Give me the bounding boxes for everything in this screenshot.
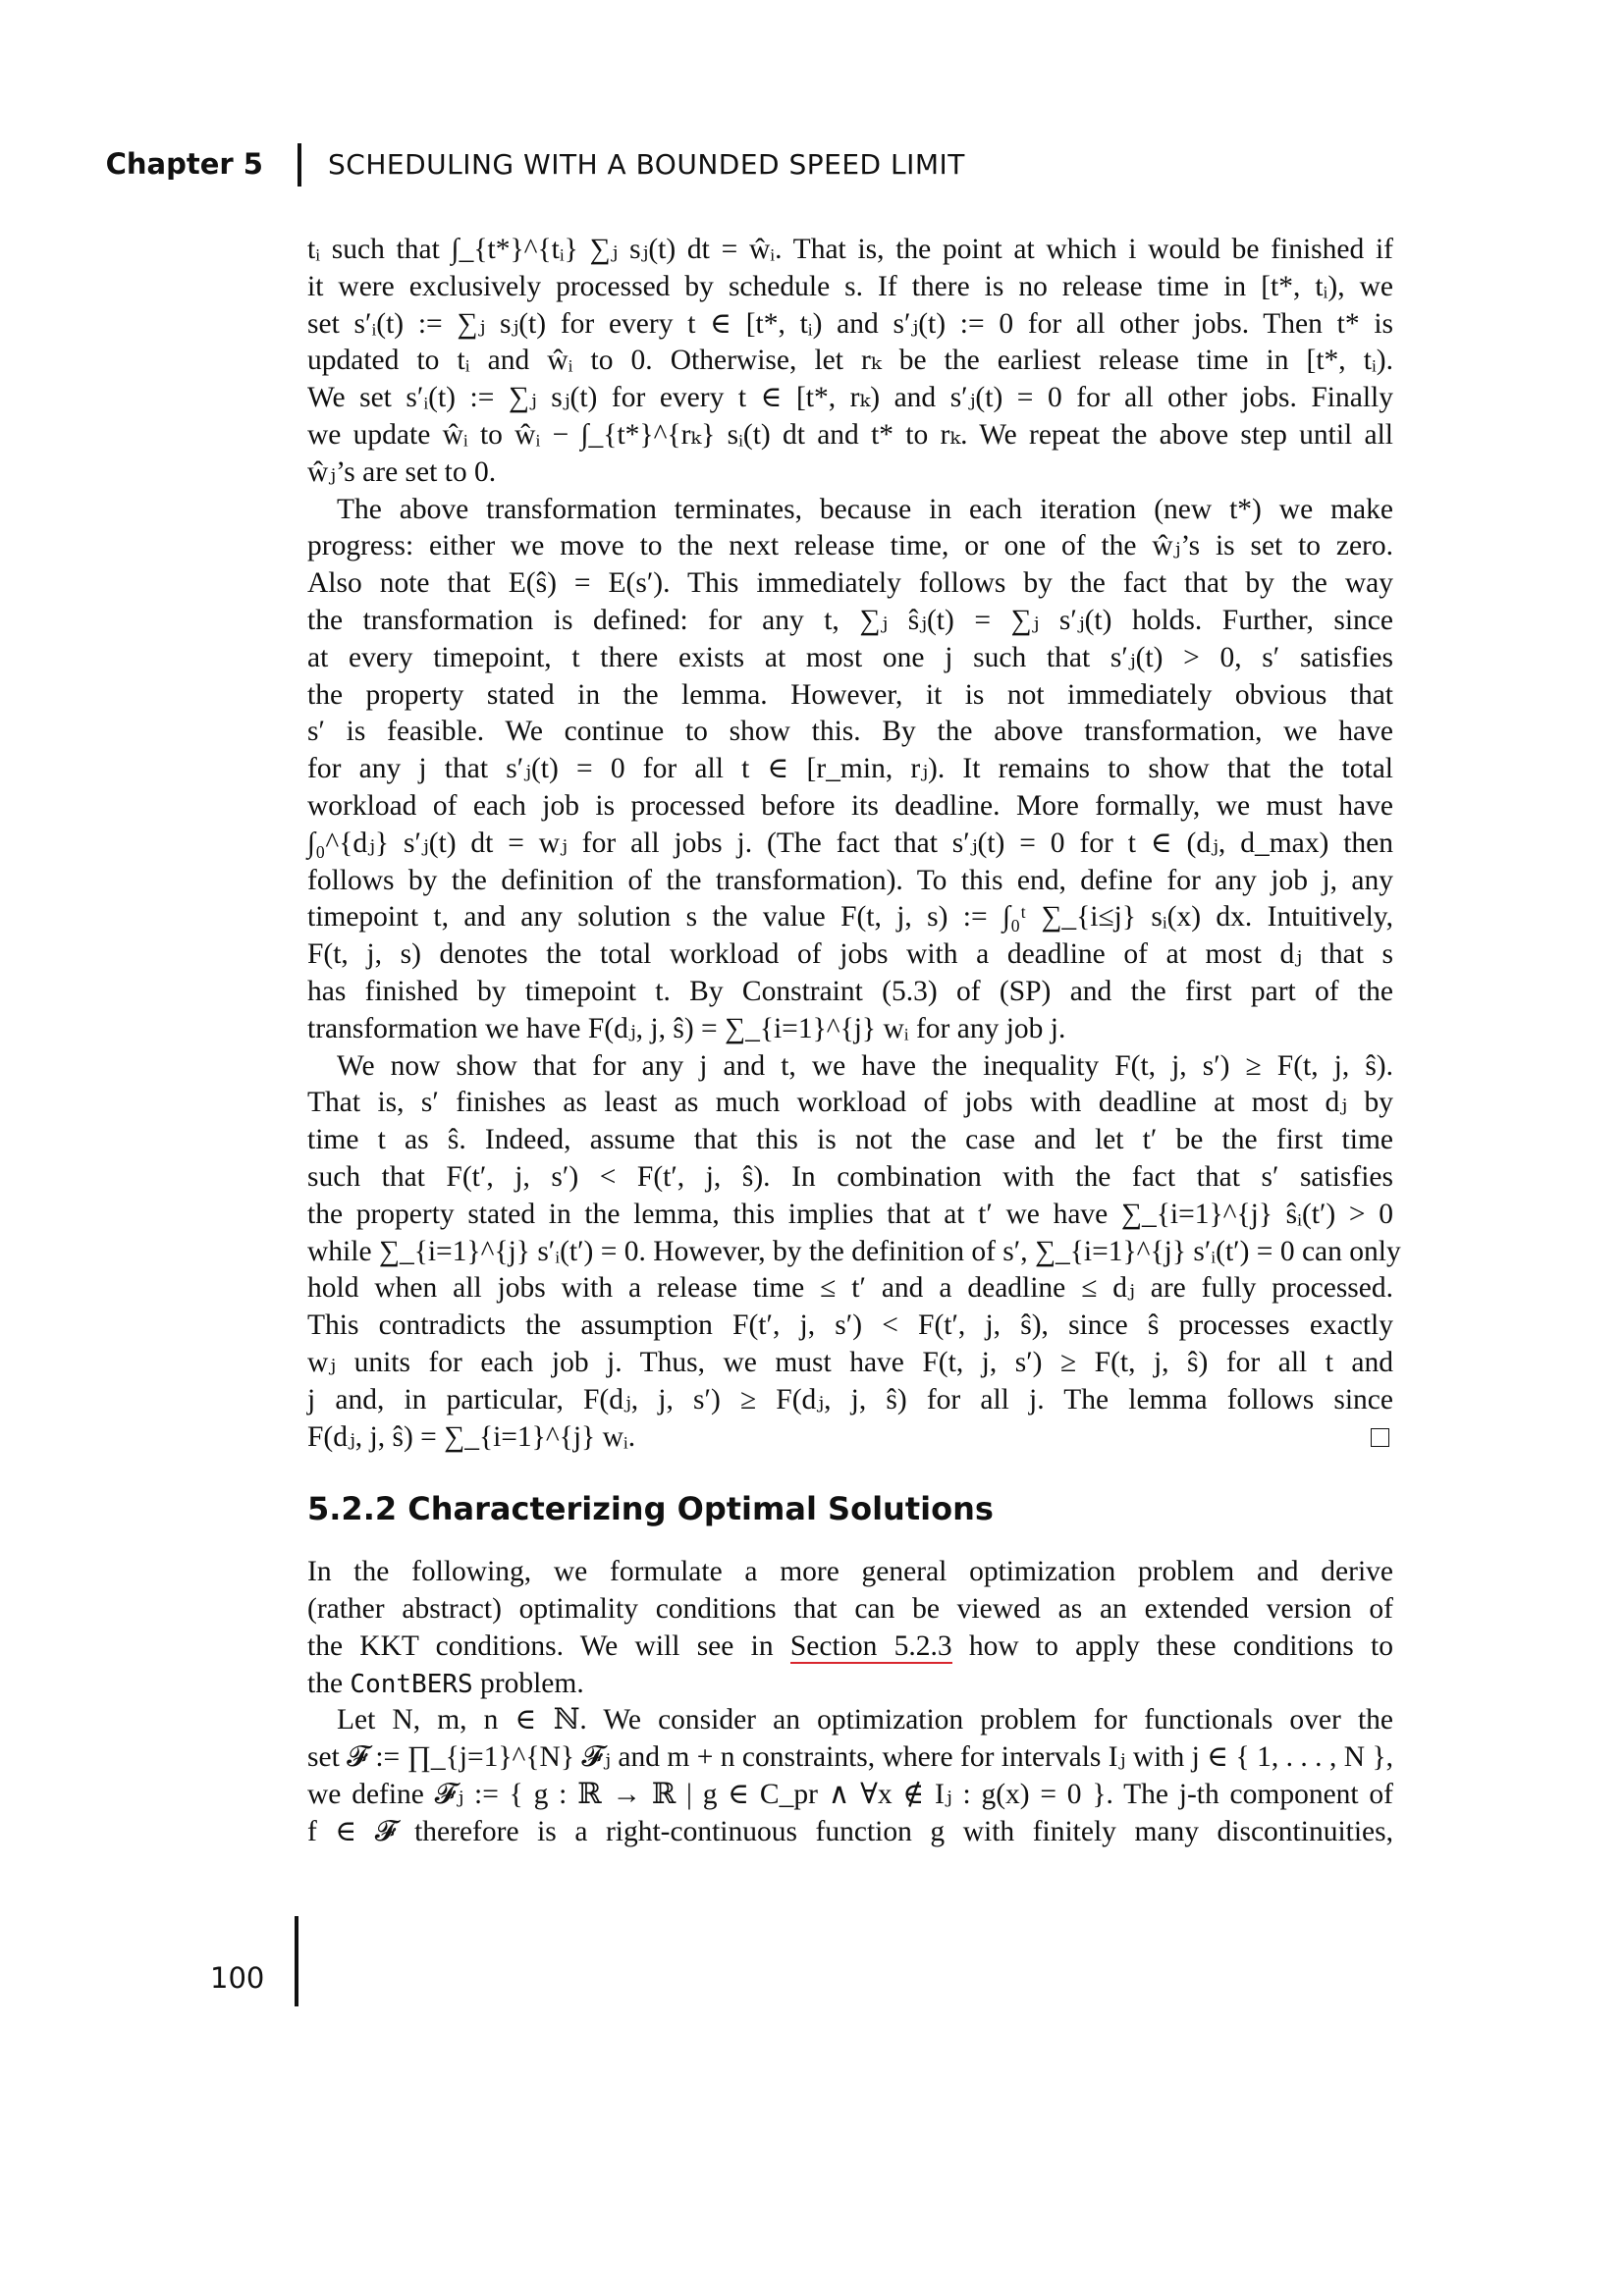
text-line: while ∑_{i=1}^{j} s′ᵢ(t′) = 0. However, by the definition of s′, ∑_{i=1}^{j} s′ᵢ(t′) = 0 can only: [307, 1235, 1401, 1267]
text-line: The above transformation terminates, because in each iteration (new t*) we make: [337, 493, 1393, 525]
text-line-with-qed: [307, 1419, 1393, 1457]
text-line: follows by the definition of the transformation). To this end, define for any job j, any: [307, 864, 1393, 896]
text-line: has finished by timepoint t. By Constraint (5.3) of (SP) and the first part of the: [307, 975, 1393, 1007]
page-number: 100: [210, 1961, 265, 1995]
section-title: Characterizing Optimal Solutions: [407, 1490, 994, 1528]
text-line: time t as ŝ. Indeed, assume that this is not the case and let t′ be the first time: [307, 1124, 1393, 1156]
header-divider: [298, 143, 301, 187]
paragraph-intro: [307, 1554, 1393, 1702]
text-line: workload of each job is processed before its deadline. More formally, we must have: [307, 789, 1393, 822]
text-line: Also note that E(ŝ) = E(s′). This immediately follows by the fact that by the way: [307, 567, 1393, 600]
chapter-title: SCHEDULING WITH A BOUNDED SPEED LIMIT: [328, 148, 965, 181]
text-line: progress: either we move to the next release time, or one of the ŵⱼ’s is set to zero.: [307, 530, 1393, 562]
text-line: ∫₀^{dⱼ} s′ⱼ(t) dt = wⱼ for all jobs j. (The fact that s′ⱼ(t) = 0 for t ∈ (dⱼ, d_max) then: [307, 827, 1393, 859]
text-line: (rather abstract) optimality conditions that can be viewed as an extended version of: [307, 1593, 1393, 1626]
chapter-label: Chapter 5: [105, 147, 263, 181]
text-segment: the KKT conditions. We will see in: [307, 1629, 790, 1662]
paragraph-definitions: [307, 1702, 1393, 1850]
text-line: Let N, m, n ∈ ℕ. We consider an optimization problem for functionals over the: [337, 1704, 1393, 1736]
text-line: we update ŵᵢ to ŵᵢ − ∫_{t*}^{rₖ} sᵢ(t) dt and t* to rₖ. We repeat the above step until all: [307, 418, 1393, 451]
qed-square-icon: [1371, 1428, 1389, 1447]
text-line: the property stated in the lemma. However, it is not immediately obvious that: [307, 678, 1393, 711]
text-line: We set s′ᵢ(t) := ∑ⱼ sⱼ(t) for every t ∈ [t*, rₖ) and s′ⱼ(t) = 0 for all other jobs. Finally: [307, 382, 1393, 414]
text-line: We now show that for any j and t, we have the inequality F(t, j, s′) ≥ F(t, j, ŝ).: [337, 1049, 1393, 1082]
paragraph-proof-construction: [307, 232, 1393, 492]
text-line: ŵⱼ’s are set to 0.: [307, 455, 497, 488]
text-segment: problem.: [472, 1667, 584, 1699]
text-line: j and, in particular, F(dⱼ, j, s′) ≥ F(dⱼ, j, ŝ) for all j. The lemma follows since: [307, 1383, 1393, 1415]
text-line: That is, s′ finishes as least as much workload of jobs with deadline at most dⱼ by: [307, 1087, 1393, 1119]
text-line: set s′ᵢ(t) := ∑ⱼ sⱼ(t) for every t ∈ [t*, tᵢ) and s′ⱼ(t) := 0 for all other jobs. Then t* is: [307, 307, 1393, 340]
text-line: hold when all jobs with a release time ≤ t′ and a deadline ≤ dⱼ are fully processed.: [307, 1272, 1393, 1305]
text-line: In the following, we formulate a more general optimization problem and derive: [307, 1556, 1393, 1588]
running-header: [0, 128, 1624, 187]
text-line: set 𝓕 := ∏_{j=1}^{N} 𝓕ⱼ and m + n constraints, where for intervals Iⱼ with j ∈ { 1, . . . , N },: [307, 1741, 1393, 1774]
text-line: updated to tᵢ and ŵᵢ to 0. Otherwise, let rₖ be the earliest release time in [t*, tᵢ).: [307, 345, 1393, 377]
section-number: 5.2.2: [307, 1490, 398, 1528]
text-line: we define 𝓕ⱼ := { g : ℝ → ℝ | g ∈ C_pr ∧ ∀x ∉ Iⱼ : g(x) = 0 }. The j-th component of: [307, 1779, 1393, 1811]
text-line: [307, 1629, 1393, 1666]
text-line: This contradicts the assumption F(t′, j, s′) < F(t′, j, ŝ), since ŝ processes exactly: [307, 1309, 1393, 1342]
text-line: F(dⱼ, j, ŝ) = ∑_{i=1}^{j} wᵢ.: [307, 1420, 636, 1453]
text-line: the property stated in the lemma, this implies that at t′ we have ∑_{i=1}^{j} ŝᵢ(t′) > 0: [307, 1198, 1393, 1230]
text-line: tᵢ such that ∫_{t*}^{tᵢ} ∑ⱼ sⱼ(t) dt = ŵᵢ. That is, the point at which i would be finished if: [307, 234, 1393, 265]
text-line: the transformation is defined: for any t, ∑ⱼ ŝⱼ(t) = ∑ⱼ s′ⱼ(t) holds. Further, since: [307, 604, 1393, 636]
page-body: [307, 232, 1401, 1851]
section-heading: [307, 1489, 1393, 1528]
text-line: such that F(t′, j, s′) < F(t′, j, ŝ). In combination with the fact that s′ satisfies: [307, 1160, 1393, 1193]
text-line: it were exclusively processed by schedule s. If there is no release time in [t*, tᵢ), we: [307, 270, 1393, 302]
text-segment: how to apply these conditions to: [951, 1629, 1393, 1662]
text-line: timepoint t, and any solution s the value F(t, j, s) := ∫₀ᵗ ∑_{i≤j} sᵢ(x) dx. Intuitively,: [307, 901, 1393, 934]
text-line: for any j that s′ⱼ(t) = 0 for all t ∈ [r_min, rⱼ). It remains to show that the total: [307, 753, 1393, 785]
text-segment: the: [307, 1667, 351, 1699]
text-line: [307, 1666, 1393, 1703]
text-line: transformation we have F(dⱼ, j, ŝ) = ∑_{i=1}^{j} wᵢ for any job j.: [307, 1012, 1066, 1044]
text-line: f ∈ 𝓕 therefore is a right-continuous function g with finitely many discontinuities,: [307, 1815, 1393, 1847]
paragraph-inequality: [307, 1048, 1401, 1457]
text-line: wⱼ units for each job j. Thus, we must have F(t, j, s′) ≥ F(t, j, ŝ) for all t and: [307, 1346, 1393, 1378]
text-line: at every timepoint, t there exists at most one j such that s′ⱼ(t) > 0, s′ satisfies: [307, 641, 1393, 673]
paragraph-termination: [307, 492, 1393, 1048]
text-line: s′ is feasible. We continue to show this. By the above transformation, we have: [307, 716, 1393, 748]
footer-divider: [295, 1916, 298, 2006]
text-line: F(t, j, s) denotes the total workload of jobs with a deadline of at most dⱼ that s: [307, 938, 1393, 971]
contbers-code: ContBERS: [350, 1669, 473, 1699]
section-5-2-3-link[interactable]: Section 5.2.3: [789, 1629, 952, 1662]
